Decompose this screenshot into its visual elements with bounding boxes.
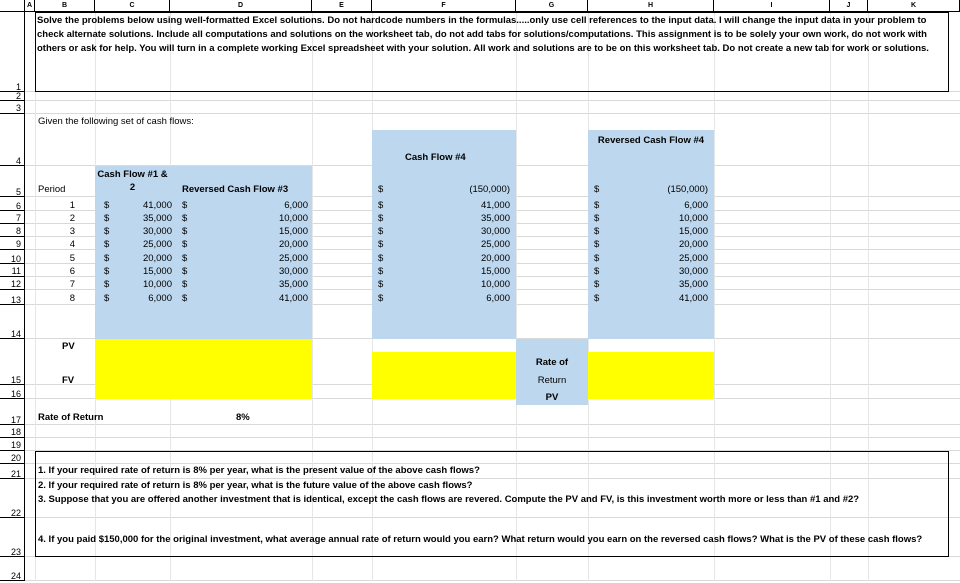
rate-of-return-label: Rate of Return bbox=[38, 412, 104, 423]
cash-flow-4-cell[interactable]: 41,000 bbox=[480, 200, 510, 211]
reversed-3-cell[interactable]: 35,000 bbox=[278, 279, 308, 290]
cash-flow-4-cell[interactable]: 20,000 bbox=[480, 253, 510, 264]
currency-symbol: $ bbox=[594, 293, 600, 304]
currency-symbol: $ bbox=[104, 200, 110, 211]
currency-symbol: $ bbox=[594, 279, 600, 290]
reversed-3-cell[interactable]: 20,000 bbox=[278, 239, 308, 250]
currency-symbol: $ bbox=[182, 293, 188, 304]
row-header-5[interactable]: 5 bbox=[0, 166, 25, 197]
row-header-11[interactable]: 11 bbox=[0, 264, 25, 277]
cash-flow-4-cell[interactable]: 25,000 bbox=[480, 239, 510, 250]
currency-symbol: $ bbox=[378, 266, 384, 277]
row-header-18[interactable]: 18 bbox=[0, 425, 25, 438]
row-header-13[interactable]: 13 bbox=[0, 290, 25, 305]
row-header-17[interactable]: 17 bbox=[0, 399, 25, 425]
pv2-label: PV bbox=[545, 392, 559, 403]
grid-row bbox=[25, 438, 960, 451]
header-reversed-4: Reversed Cash Flow #4 bbox=[597, 135, 705, 146]
currency-symbol: $ bbox=[182, 239, 188, 250]
column-header-g[interactable]: G bbox=[516, 0, 588, 12]
cash-flow-12-cell[interactable]: 15,000 bbox=[142, 266, 172, 277]
currency-symbol: $ bbox=[182, 279, 188, 290]
instructions-border bbox=[35, 12, 949, 92]
header-cash-flow-1-2: Cash Flow #1 & 2 bbox=[97, 169, 168, 193]
row-header-15[interactable]: 15 bbox=[0, 339, 25, 385]
row-header-1[interactable]: 1 bbox=[0, 12, 25, 92]
cashflow4-answer-cell[interactable] bbox=[372, 352, 516, 399]
cash-flow-4-cell[interactable]: (150,000) bbox=[469, 184, 510, 195]
header-period: Period bbox=[38, 184, 66, 195]
reversed-3-cell[interactable]: 10,000 bbox=[278, 213, 308, 224]
currency-symbol: $ bbox=[104, 239, 110, 250]
currency-symbol: $ bbox=[594, 253, 600, 264]
reversed-4-cell[interactable]: 15,000 bbox=[678, 226, 708, 237]
row-header-3[interactable]: 3 bbox=[0, 101, 25, 114]
cash-flow-12-cell[interactable]: 30,000 bbox=[142, 226, 172, 237]
column-header-a[interactable]: A bbox=[25, 0, 35, 12]
row-header-4[interactable]: 4 bbox=[0, 114, 25, 166]
column-header-i[interactable]: I bbox=[714, 0, 830, 12]
currency-symbol: $ bbox=[182, 253, 188, 264]
row-header-12[interactable]: 12 bbox=[0, 277, 25, 290]
currency-symbol: $ bbox=[104, 266, 110, 277]
currency-symbol: $ bbox=[594, 200, 600, 211]
currency-symbol: $ bbox=[182, 213, 188, 224]
column-header-h[interactable]: H bbox=[588, 0, 714, 12]
reversed-3-cell[interactable]: 30,000 bbox=[278, 266, 308, 277]
reversed4-answer-cell[interactable] bbox=[588, 352, 714, 399]
questions-border bbox=[35, 451, 949, 557]
currency-symbol: $ bbox=[378, 279, 384, 290]
row-header-16[interactable]: 16 bbox=[0, 385, 25, 399]
currency-symbol: $ bbox=[378, 226, 384, 237]
rate-of-label: Rate of bbox=[535, 357, 569, 368]
currency-symbol: $ bbox=[594, 239, 600, 250]
reversed-3-cell[interactable]: 6,000 bbox=[284, 200, 308, 211]
period-cell[interactable]: 8 bbox=[69, 293, 75, 304]
return-label: Return bbox=[537, 375, 567, 386]
reversed-4-cell[interactable]: 35,000 bbox=[678, 279, 708, 290]
pv-label: PV bbox=[62, 341, 75, 352]
select-all-corner[interactable] bbox=[0, 0, 25, 12]
period-cell[interactable]: 2 bbox=[69, 213, 75, 224]
cash-flow-4-cell[interactable]: 10,000 bbox=[480, 279, 510, 290]
column-header-d[interactable]: D bbox=[170, 0, 312, 12]
currency-symbol: $ bbox=[104, 213, 110, 224]
currency-symbol: $ bbox=[594, 226, 600, 237]
cash-flow-12-cell[interactable]: 25,000 bbox=[142, 239, 172, 250]
instructions-text: Solve the problems below using well-formatted Excel solutions. Do not hardcode numbers in the formulas.....only use cell references to the input data. I will change the input data in your problem to check alternate solutions. Include all computations and solutions on the worksheet tab, do not add tabs for solutions/computations. This assignment is to be solely your own work, do not work with others or ask for help. You will turn in a complete working Excel spreadsheet with your solution. All work and solutions are to be on this worksheet tab. Do not create a new tab for work or solutions. bbox=[37, 15, 929, 54]
row-header-10[interactable]: 10 bbox=[0, 250, 25, 264]
header-cash-flow-4: Cash Flow #4 bbox=[405, 152, 466, 163]
row-header-22[interactable]: 22 bbox=[0, 479, 25, 518]
column-header-c[interactable]: C bbox=[95, 0, 170, 12]
pv-fv-answer-cell[interactable] bbox=[95, 339, 312, 399]
reversed-4-cell[interactable]: 30,000 bbox=[678, 266, 708, 277]
column-header-e[interactable]: E bbox=[312, 0, 372, 12]
fv-label: FV bbox=[62, 375, 75, 386]
column-header-j[interactable]: J bbox=[830, 0, 868, 12]
period-cell[interactable]: 1 bbox=[69, 200, 75, 211]
row-header-24[interactable]: 24 bbox=[0, 557, 25, 581]
cash-flow-12-cell[interactable]: 35,000 bbox=[142, 213, 172, 224]
currency-symbol: $ bbox=[182, 200, 188, 211]
currency-symbol: $ bbox=[104, 253, 110, 264]
currency-symbol: $ bbox=[594, 213, 600, 224]
row-header-9[interactable]: 9 bbox=[0, 237, 25, 250]
currency-symbol: $ bbox=[378, 293, 384, 304]
cash-flow-12-cell[interactable]: 10,000 bbox=[142, 279, 172, 290]
period-cell[interactable]: 6 bbox=[69, 266, 75, 277]
grid-row bbox=[25, 557, 960, 581]
cash-flow-4-cell[interactable]: 30,000 bbox=[480, 226, 510, 237]
row-header-19[interactable]: 19 bbox=[0, 438, 25, 451]
period-cell[interactable]: 5 bbox=[69, 253, 75, 264]
currency-symbol: $ bbox=[378, 213, 384, 224]
question-3: 3. Suppose that you are offered another investment that is identical, except the cash flows are revered. Compute the PV and FV, is this investment worth more or less than #1 and #2? bbox=[38, 494, 860, 505]
reversed-3-cell[interactable]: 25,000 bbox=[278, 253, 308, 264]
cash-flow-12-cell[interactable]: 20,000 bbox=[142, 253, 172, 264]
question-2: 2. If your required rate of return is 8% per year, what is the future value of the above cash flows? bbox=[38, 480, 473, 491]
cash-flow-12-cell[interactable]: 41,000 bbox=[142, 200, 172, 211]
currency-symbol: $ bbox=[378, 253, 384, 264]
grid-row bbox=[25, 101, 960, 114]
reversed-4-cell[interactable]: 41,000 bbox=[678, 293, 708, 304]
reversed-4-cell[interactable]: 25,000 bbox=[678, 253, 708, 264]
currency-symbol: $ bbox=[104, 293, 110, 304]
currency-symbol: $ bbox=[378, 200, 384, 211]
header-reversed-3: Reversed Cash Flow #3 bbox=[182, 184, 289, 195]
grid-row bbox=[25, 425, 960, 438]
currency-symbol: $ bbox=[182, 266, 188, 277]
column-header-f[interactable]: F bbox=[372, 0, 516, 12]
period-cell[interactable]: 3 bbox=[69, 226, 75, 237]
currency-symbol: $ bbox=[104, 226, 110, 237]
cash-flow-4-cell[interactable]: 15,000 bbox=[480, 266, 510, 277]
row-header-6[interactable]: 6 bbox=[0, 197, 25, 211]
currency-symbol: $ bbox=[182, 226, 188, 237]
reversed-4-cell[interactable]: 6,000 bbox=[684, 200, 708, 211]
column-header-b[interactable]: B bbox=[35, 0, 95, 12]
reversed-4-cell[interactable]: (150,000) bbox=[667, 184, 708, 195]
question-4: 4. If you paid $150,000 for the original investment, what average annual rate of return would you earn? What return would you earn on the reversed cash flows? What is the PV of these cash flows? bbox=[38, 534, 923, 545]
column-header-k[interactable]: K bbox=[868, 0, 960, 12]
grid-row bbox=[25, 399, 960, 425]
question-1: 1. If your required rate of return is 8% per year, what is the present value of the above cash flows? bbox=[38, 465, 480, 476]
cash-flow-4-cell[interactable]: 6,000 bbox=[486, 293, 510, 304]
currency-symbol: $ bbox=[378, 184, 384, 195]
cash-flow-4-cell[interactable]: 35,000 bbox=[480, 213, 510, 224]
row-header-8[interactable]: 8 bbox=[0, 224, 25, 237]
row-header-7[interactable]: 7 bbox=[0, 211, 25, 224]
currency-symbol: $ bbox=[104, 279, 110, 290]
row-header-14[interactable]: 14 bbox=[0, 305, 25, 339]
reversed-4-cell[interactable]: 10,000 bbox=[678, 213, 708, 224]
row-header-23[interactable]: 23 bbox=[0, 518, 25, 557]
period-cell[interactable]: 4 bbox=[69, 239, 75, 250]
row-header-21[interactable]: 21 bbox=[0, 464, 25, 479]
reversed-3-cell[interactable]: 15,000 bbox=[278, 226, 308, 237]
period-cell[interactable]: 7 bbox=[69, 279, 75, 290]
row-header-2[interactable]: 2 bbox=[0, 92, 25, 101]
reversed-4-cell[interactable]: 20,000 bbox=[678, 239, 708, 250]
reversed-3-cell[interactable]: 41,000 bbox=[278, 293, 308, 304]
given-label: Given the following set of cash flows: bbox=[38, 116, 194, 127]
row-header-20[interactable]: 20 bbox=[0, 451, 25, 464]
currency-symbol: $ bbox=[594, 266, 600, 277]
currency-symbol: $ bbox=[378, 239, 384, 250]
rate-of-return-value[interactable]: 8% bbox=[236, 412, 250, 423]
cash-flow-12-cell[interactable]: 6,000 bbox=[148, 293, 172, 304]
grid-row bbox=[25, 92, 960, 101]
currency-symbol: $ bbox=[594, 184, 600, 195]
